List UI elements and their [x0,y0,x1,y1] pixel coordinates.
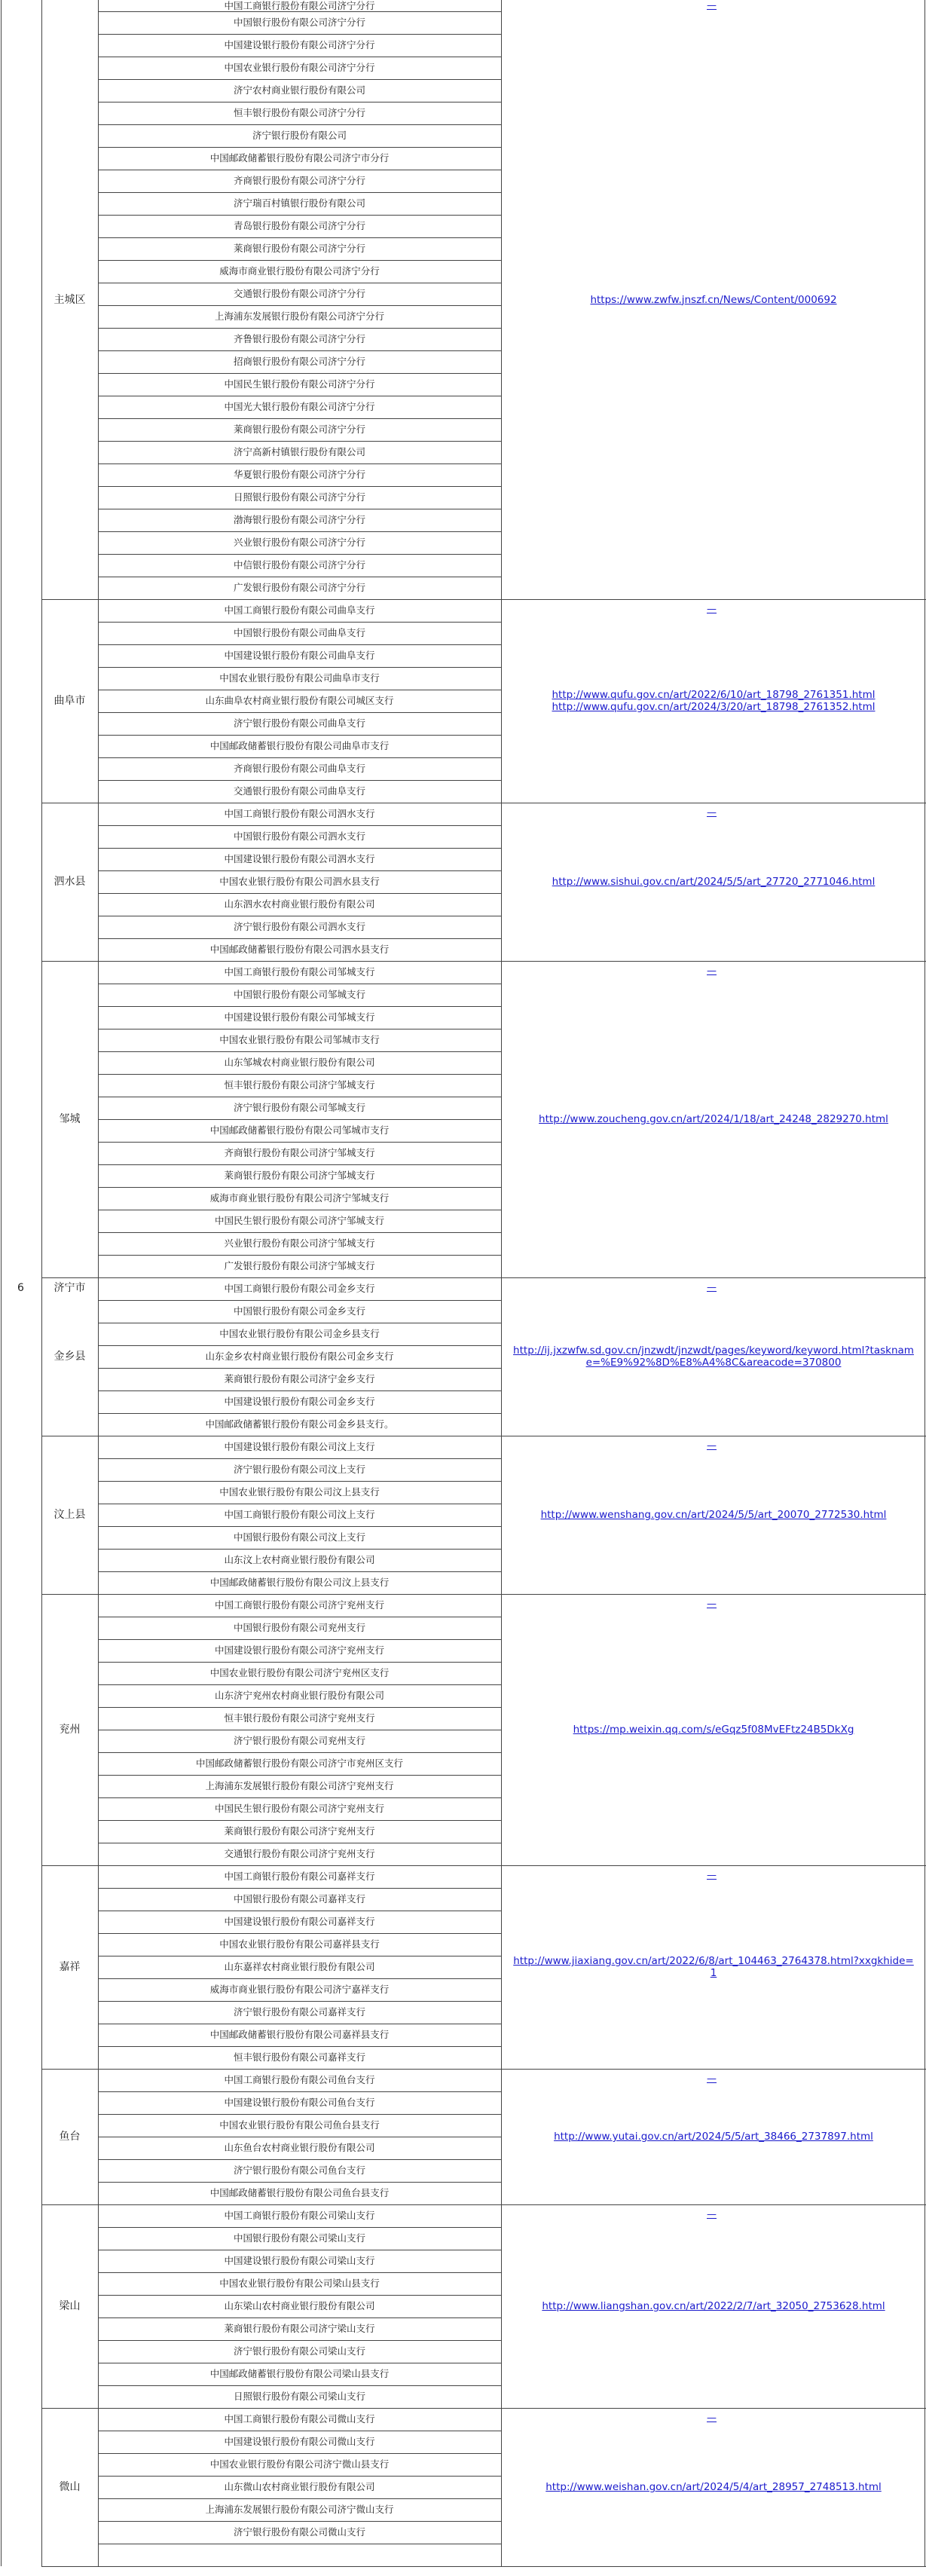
bank-name-cell: 日照银行股份有限公司梁山支行 [233,2391,365,2402]
bank-name-cell: 中国邮政储蓄银行股份有限公司济宁市兖州区支行 [195,1758,403,1769]
placeholder-dash: — [707,807,717,818]
district-cell: 金乡县 [53,1351,86,1363]
bank-name-cell: 恒丰银行股份有限公司嘉祥支行 [233,2051,365,2063]
reference-link[interactable]: http://www.jiaxiang.gov.cn/art/2022/6/8/art_104463_2764378.html?xxgkhide=1 [513,1955,914,1979]
bank-name-cell: 济宁银行股份有限公司梁山支行 [233,2345,365,2357]
bank-name-cell: 山东曲阜农村商业银行股份有限公司城区支行 [205,695,394,706]
bank-name-cell: 济宁银行股份有限公司鱼台支行 [233,2165,365,2176]
reference-link[interactable]: http://www.wenshang.gov.cn/art/2024/5/5/art_20070_2772530.html [540,1509,887,1521]
bank-name-cell: 中国邮政储蓄银行股份有限公司金乡县支行。 [205,1418,394,1430]
bank-name-cell: 中国建设银行股份有限公司邹城支行 [224,1011,375,1023]
bank-name-cell: 中国民生银行股份有限公司济宁邹城支行 [214,1215,384,1226]
district-cell: 微山 [59,2481,81,2493]
bank-name-cell: 中国建设银行股份有限公司嘉祥支行 [224,1916,375,1927]
bank-name-cell: 山东鱼台农村商业银行股份有限公司 [224,2142,375,2153]
link-cell [501,1436,926,1594]
placeholder-dash: — [707,2209,717,2220]
bank-name-cell: 兴业银行股份有限公司济宁邹城支行 [224,1238,375,1249]
placeholder-dash: — [707,1599,717,1610]
bank-name-cell: 中国农业银行股份有限公司汶上县支行 [219,1486,380,1498]
bank-name-cell: 中国农业银行股份有限公司济宁微山县支行 [209,2458,390,2470]
bank-name-cell: 中国银行股份有限公司兖州支行 [233,1622,365,1633]
bank-name-cell: 中国工商银行股份有限公司微山支行 [224,2413,375,2425]
bank-name-cell: 中国工商银行股份有限公司汶上支行 [224,1509,375,1520]
bank-name-cell: 中国建设银行股份有限公司梁山支行 [224,2255,375,2266]
placeholder-dash: — [707,0,717,11]
bank-name-cell: 青岛银行股份有限公司济宁分行 [233,220,365,231]
bank-name-cell: 恒丰银行股份有限公司济宁邹城支行 [224,1079,375,1091]
district-cell: 邹城 [59,1113,81,1125]
reference-link[interactable]: http://ij.jxzwfw.sd.gov.cn/jnzwdt/jnzwdt/pages/keyword/keyword.html?taskname=%E9%92%8D%E8%A4%8C&areacode=370800 [513,1345,914,1369]
bank-name-cell: 济宁瑞百村镇银行股份有限公司 [233,197,365,209]
bank-name-cell: 中国工商银行股份有限公司曲阜支行 [224,604,375,616]
bank-name-cell: 中国工商银行股份有限公司嘉祥支行 [224,1871,375,1882]
bank-name-cell: 中国建设银行股份有限公司济宁兖州支行 [214,1644,384,1656]
link-cell [501,1277,926,1436]
bank-name-cell: 中国农业银行股份有限公司济宁分行 [224,62,375,73]
bank-name-cell: 中国建设银行股份有限公司鱼台支行 [224,2097,375,2108]
bank-name-cell: 齐鲁银行股份有限公司济宁分行 [233,333,365,344]
bank-name-cell: 中国农业银行股份有限公司金乡县支行 [219,1328,380,1339]
bank-name-cell: 威海市商业银行股份有限公司济宁嘉祥支行 [209,1984,390,1995]
bank-name-cell: 山东泗水农村商业银行股份有限公司 [224,898,375,910]
placeholder-dash: — [707,2412,717,2424]
bank-name-cell: 济宁银行股份有限公司泗水支行 [233,921,365,932]
link-cell [501,2408,926,2566]
bank-name-cell: 济宁银行股份有限公司曲阜支行 [233,717,365,729]
bank-name-cell: 中国建设银行股份有限公司曲阜支行 [224,650,375,661]
bank-name-cell: 兴业银行股份有限公司济宁分行 [233,537,365,548]
reference-link[interactable]: http://www.qufu.gov.cn/art/2024/3/20/art_18798_2761352.html [552,701,876,713]
bank-name-cell: 渤海银行股份有限公司济宁分行 [233,514,365,525]
bank-name-cell: 山东嘉祥农村商业银行股份有限公司 [224,1961,375,1972]
bank-name-cell: 中国邮政储蓄银行股份有限公司嘉祥县支行 [209,2029,390,2040]
bank-name-cell: 中国银行股份有限公司曲阜支行 [233,627,365,638]
bank-name-cell: 中国银行股份有限公司汶上支行 [233,1531,365,1543]
bank-name-cell: 济宁银行股份有限公司汶上支行 [233,1464,365,1475]
bank-name-cell: 上海浦东发展银行股份有限公司济宁微山支行 [205,2504,394,2515]
bank-name-cell: 莱商银行股份有限公司济宁兖州支行 [224,1825,375,1837]
bank-name-cell: 威海市商业银行股份有限公司济宁分行 [219,265,380,277]
bank-name-cell: 莱商银行股份有限公司济宁分行 [233,424,365,435]
bank-name-cell: 华夏银行股份有限公司济宁分行 [233,469,365,480]
bank-name-cell: 中国农业银行股份有限公司曲阜市支行 [219,672,380,684]
district-cell: 兖州 [59,1724,81,1736]
bank-name-cell: 莱商银行股份有限公司济宁梁山支行 [224,2323,375,2334]
reference-link[interactable]: http://www.zoucheng.gov.cn/art/2024/1/18/art_24248_2829270.html [539,1113,888,1125]
bank-name-cell: 交通银行股份有限公司济宁分行 [233,288,365,299]
bank-name-cell: 济宁银行股份有限公司微山支行 [233,2526,365,2538]
reference-link[interactable]: https://mp.weixin.qq.com/s/eGqz5f08MvEFtz24B5DkXg [573,1724,854,1736]
bank-name-cell: 山东邹城农村商业银行股份有限公司 [224,1057,375,1068]
district-cell: 梁山 [59,2300,81,2312]
district-cell: 鱼台 [59,2131,81,2143]
reference-link[interactable]: http://www.sishui.gov.cn/art/2024/5/5/art_27720_2771046.html [552,876,876,888]
bank-name-cell: 中国工商银行股份有限公司邹城支行 [224,966,375,977]
reference-link[interactable]: http://www.weishan.gov.cn/art/2024/5/4/art_28957_2748513.html [546,2481,882,2493]
placeholder-dash: — [707,965,717,977]
district-cell: 主城区 [53,293,86,306]
placeholder-dash: — [707,2073,717,2085]
bank-name-cell: 中国工商银行股份有限公司济宁兖州支行 [214,1599,384,1611]
bank-name-cell: 中国建设银行股份有限公司济宁分行 [224,39,375,50]
district-cell: 汶上县 [53,1509,86,1521]
bank-name-cell: 齐商银行股份有限公司济宁分行 [233,175,365,186]
bank-name-cell: 中国农业银行股份有限公司梁山县支行 [219,2278,380,2289]
bank-name-cell: 上海浦东发展银行股份有限公司济宁分行 [214,311,384,322]
bank-name-cell: 中国银行股份有限公司泗水支行 [233,831,365,842]
placeholder-dash: — [707,1440,717,1452]
bank-name-cell: 济宁银行股份有限公司 [252,130,347,141]
city-name-cell: 济宁市 [53,1282,86,1294]
bank-name-cell: 莱商银行股份有限公司济宁金乡支行 [224,1373,375,1384]
bank-name-cell: 中国建设银行股份有限公司泗水支行 [224,853,375,864]
bank-name-cell: 中国邮政储蓄银行股份有限公司汶上县支行 [209,1577,390,1588]
reference-link[interactable]: https://www.zwfw.jnszf.cn/News/Content/000692 [590,293,837,306]
bank-name-cell [98,2544,501,2566]
bank-name-cell: 恒丰银行股份有限公司济宁兖州支行 [224,1712,375,1724]
district-cell: 泗水县 [53,876,86,888]
link-cell [501,961,926,1277]
bank-name-cell: 中国建设银行股份有限公司金乡支行 [224,1396,375,1407]
bank-name-cell: 中国银行股份有限公司梁山支行 [233,2232,365,2244]
bank-name-cell: 山东梁山农村商业银行股份有限公司 [224,2300,375,2311]
bank-name-cell: 中国民生银行股份有限公司济宁分行 [224,378,375,390]
bank-name-cell: 日照银行股份有限公司济宁分行 [233,491,365,503]
link-cell [501,2069,926,2204]
bank-name-cell: 中国邮政储蓄银行股份有限公司邹城市支行 [209,1124,390,1136]
bank-name-cell: 济宁银行股份有限公司嘉祥支行 [233,2006,365,2018]
placeholder-dash: — [707,1282,717,1293]
bank-name-cell: 中国邮政储蓄银行股份有限公司曲阜市支行 [209,740,390,751]
bank-name-cell: 中国工商银行股份有限公司梁山支行 [224,2210,375,2221]
bank-name-cell: 山东济宁兖州农村商业银行股份有限公司 [214,1690,384,1701]
bank-name-cell: 山东汶上农村商业银行股份有限公司 [224,1554,375,1565]
link-cell [501,2204,926,2408]
bank-name-cell: 济宁农村商业银行股份有限公司 [233,84,365,96]
bank-name-cell: 中国工商银行股份有限公司泗水支行 [224,808,375,819]
bank-name-cell: 中国建设银行股份有限公司微山支行 [224,2436,375,2447]
bank-name-cell: 中国工商银行股份有限公司鱼台支行 [224,2074,375,2085]
bank-name-cell: 交通银行股份有限公司曲阜支行 [233,785,365,797]
bank-name-cell: 中国农业银行股份有限公司鱼台县支行 [219,2119,380,2131]
bank-name-cell: 中信银行股份有限公司济宁分行 [233,559,365,571]
link-cell [501,599,926,803]
bank-name-cell: 中国银行股份有限公司邹城支行 [233,989,365,1000]
bank-name-cell: 威海市商业银行股份有限公司济宁邹城支行 [209,1192,390,1204]
bank-name-cell: 中国建设银行股份有限公司汶上支行 [224,1441,375,1452]
district-cell: 曲阜市 [53,695,86,707]
reference-link[interactable]: http://www.liangshan.gov.cn/art/2022/2/7/art_32050_2753628.html [542,2300,885,2312]
bank-name-cell: 齐商银行股份有限公司曲阜支行 [233,763,365,774]
bank-name-cell: 中国邮政储蓄银行股份有限公司梁山县支行 [209,2368,390,2379]
bank-name-cell: 济宁高新村镇银行股份有限公司 [233,446,365,457]
placeholder-dash: — [707,604,717,615]
bank-name-cell: 中国邮政储蓄银行股份有限公司鱼台县支行 [209,2187,390,2198]
bank-name-cell: 莱商银行股份有限公司济宁分行 [233,243,365,254]
bank-name-cell: 中国邮政储蓄银行股份有限公司济宁市分行 [209,152,390,164]
bank-name-cell: 中国邮政储蓄银行股份有限公司泗水县支行 [209,944,390,955]
bank-name-cell: 招商银行股份有限公司济宁分行 [233,356,365,367]
bank-name-cell: 中国银行股份有限公司嘉祥支行 [233,1893,365,1904]
bank-name-cell: 山东微山农村商业银行股份有限公司 [224,2481,375,2492]
bank-name-cell: 山东金乡农村商业银行股份有限公司金乡支行 [205,1351,394,1362]
bank-name-cell: 中国农业银行股份有限公司泗水县支行 [219,876,380,887]
bank-name-cell: 上海浦东发展银行股份有限公司济宁兖州支行 [205,1780,394,1791]
bank-name-cell: 中国民生银行股份有限公司济宁兖州支行 [214,1803,384,1814]
bank-name-cell: 济宁银行股份有限公司邹城支行 [233,1102,365,1113]
district-cell: 嘉祥 [59,1961,81,1973]
bank-name-cell: 交通银行股份有限公司济宁兖州支行 [224,1848,375,1859]
bank-name-cell: 中国光大银行股份有限公司济宁分行 [224,401,375,412]
city-index-cell: 6 [17,1282,24,1294]
bank-name-cell: 广发银行股份有限公司济宁邹城支行 [224,1260,375,1271]
link-cell [501,1865,926,2069]
bank-name-cell: 中国银行股份有限公司济宁分行 [233,17,365,28]
bank-name-cell: 济宁银行股份有限公司兖州支行 [233,1735,365,1746]
row-divider [41,2566,926,2567]
bank-name-cell: 广发银行股份有限公司济宁分行 [233,582,365,593]
bank-name-cell: 中国工商银行股份有限公司济宁分行 [224,0,375,11]
reference-link[interactable]: http://www.qufu.gov.cn/art/2022/6/10/art_18798_2761351.html [552,689,876,701]
bank-name-cell: 中国农业银行股份有限公司嘉祥县支行 [219,1938,380,1950]
bank-name-cell: 中国银行股份有限公司金乡支行 [233,1305,365,1317]
bank-name-cell: 恒丰银行股份有限公司济宁分行 [233,107,365,118]
bank-name-cell: 中国工商银行股份有限公司金乡支行 [224,1283,375,1294]
reference-link[interactable]: http://www.yutai.gov.cn/art/2024/5/5/art_38466_2737897.html [554,2131,873,2143]
link-cell [501,1594,926,1865]
placeholder-dash: — [707,1870,717,1881]
link-cell [501,0,926,599]
bank-name-cell: 莱商银行股份有限公司济宁邹城支行 [224,1170,375,1181]
bank-name-cell: 中国农业银行股份有限公司济宁兖州区支行 [209,1667,390,1678]
bank-name-cell: 中国农业银行股份有限公司邹城市支行 [219,1034,380,1045]
bank-name-cell: 齐商银行股份有限公司济宁邹城支行 [224,1147,375,1158]
link-cell [501,803,926,961]
